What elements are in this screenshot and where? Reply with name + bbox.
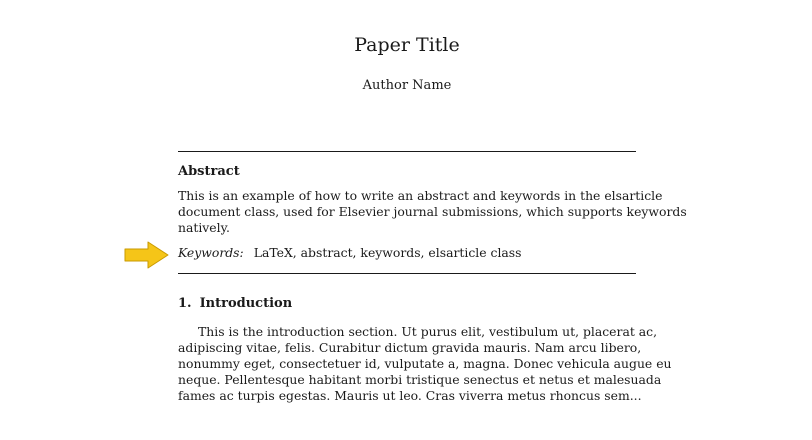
abstract-line: document class, used for Elsevier journal submissions, which supports keywords bbox=[178, 204, 687, 219]
keywords-label: Keywords: bbox=[178, 245, 244, 260]
introduction-body bbox=[178, 324, 672, 404]
introduction-line: nonummy eget, consectetuer id, vulputate a, magna. Donec vehicula augue eu bbox=[178, 356, 672, 371]
introduction-line: adipiscing vitae, felis. Curabitur dictum gravida mauris. Nam arcu libero, bbox=[178, 340, 642, 355]
abstract-heading: Abstract bbox=[178, 164, 240, 179]
introduction-line: neque. Pellentesque habitant morbi tristique senectus et netus et malesuada bbox=[178, 372, 662, 387]
abstract-body bbox=[178, 188, 687, 236]
author-name: Author Name bbox=[362, 78, 452, 93]
arrow-right-icon bbox=[124, 240, 170, 270]
section-title: Introduction bbox=[199, 296, 293, 311]
abstract-top-rule bbox=[178, 151, 636, 152]
abstract-bottom-rule bbox=[178, 273, 636, 274]
keywords-line bbox=[178, 245, 522, 261]
abstract-line: natively. bbox=[178, 220, 230, 235]
paper-title: Paper Title bbox=[354, 34, 460, 56]
section-number: 1. bbox=[178, 296, 192, 311]
introduction-line: fames ac turpis egestas. Mauris ut leo. Cras viverra metus rhoncus sem... bbox=[178, 388, 642, 403]
introduction-line: This is the introduction section. Ut purus elit, vestibulum ut, placerat ac, bbox=[198, 324, 658, 339]
section-heading-introduction bbox=[178, 295, 292, 313]
abstract-line: This is an example of how to write an abstract and keywords in the elsarticle bbox=[178, 188, 663, 203]
keywords-value: LaTeX, abstract, keywords, elsarticle class bbox=[253, 245, 522, 260]
